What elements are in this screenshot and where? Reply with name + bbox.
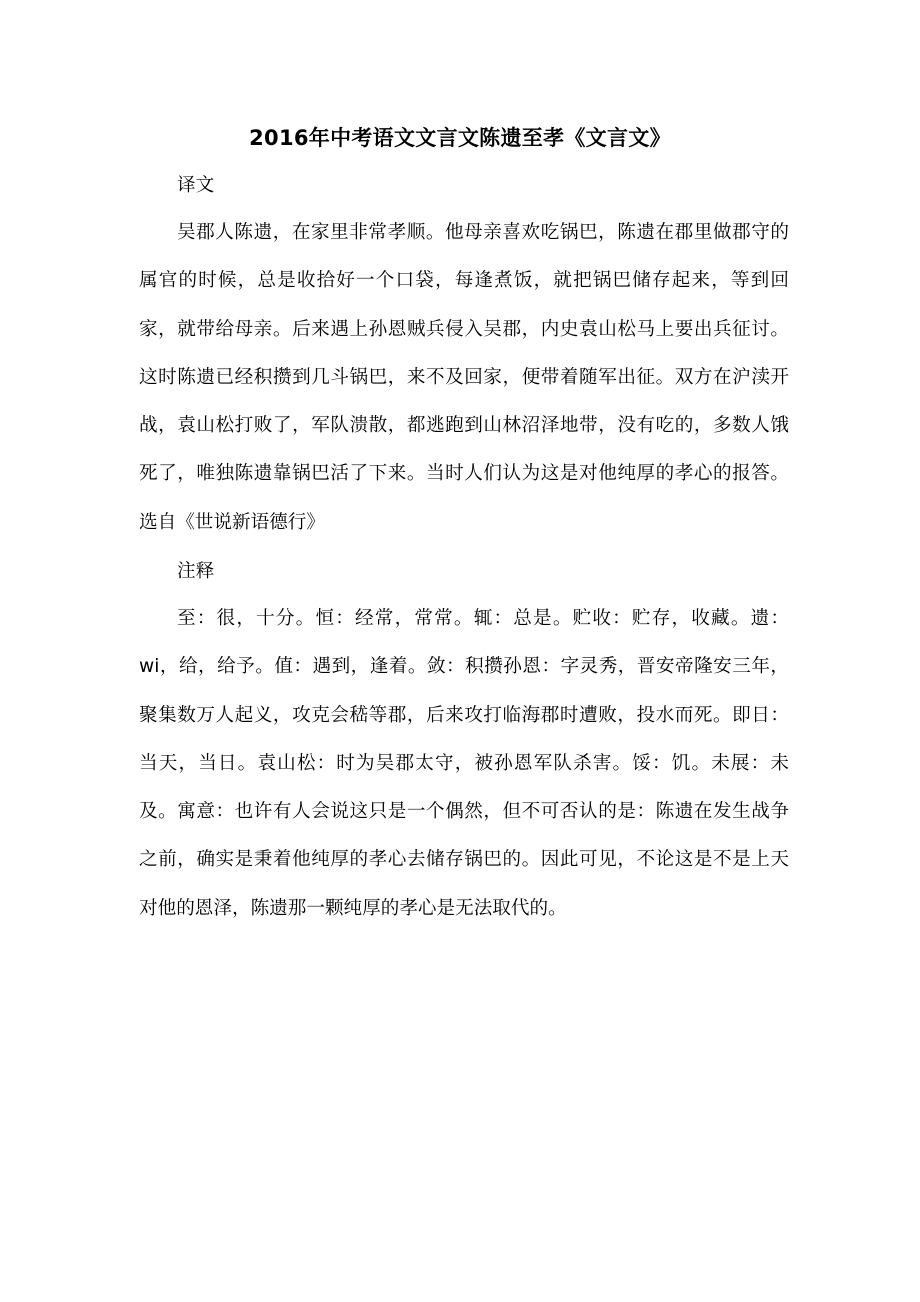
translation-heading: 译文 [177, 175, 215, 196]
translation-paragraph: 吴郡人陈遗，在家里非常孝顺。他母亲喜欢吃锅巴，陈遗在郡里做郡守的属官的时候，总是收拾好一个口袋，每逢煮饭，就把锅巴储存起来，等到回家，就带给母亲。后来遇上孙恩贼兵侵入吴郡，内史袁山松马上要出兵征讨。这时陈遗已经积攒到几斗锅巴，来不及回家，便带着随军出征。双方在沪渎开战，袁山松打败了，军队溃散，都逃跑到山林沼泽地带，没有吃的，多数人饿死了，唯独陈遗靠锅巴活了下来。当时人们认为这是对他纯厚的孝心的报答。选自《世说新语德行》 [139, 222, 789, 533]
notes-heading: 注释 [177, 561, 215, 582]
notes-paragraph: 至：很，十分。恒：经常，常常。辄：总是。贮收：贮存，收藏。遗：wi，给，给予。值：遇到，逢着。敛：积攒孙恩：字灵秀，晋安帝隆安三年，聚集数万人起义，攻克会嵇等郡，后来攻打临海郡时遭败，投水而死。即日：当天，当日。袁山松：时为吴郡太守，被孙恩军队杀害。馁：饥。未展：未及。寓意：也许有人会说这只是一个偶然，但不可否认的是：陈遗在发生战争之前，确实是秉着他纯厚的孝心去储存锅巴的。因此可见，不论这是不是上天对他的恩泽，陈遗那一颗纯厚的孝心是无法取代的。 [139, 608, 789, 919]
document-title: 2016年中考语文文言文陈遗至孝《文言文》 [249, 126, 671, 150]
notes-section [139, 595, 789, 933]
translation-section [139, 209, 789, 547]
